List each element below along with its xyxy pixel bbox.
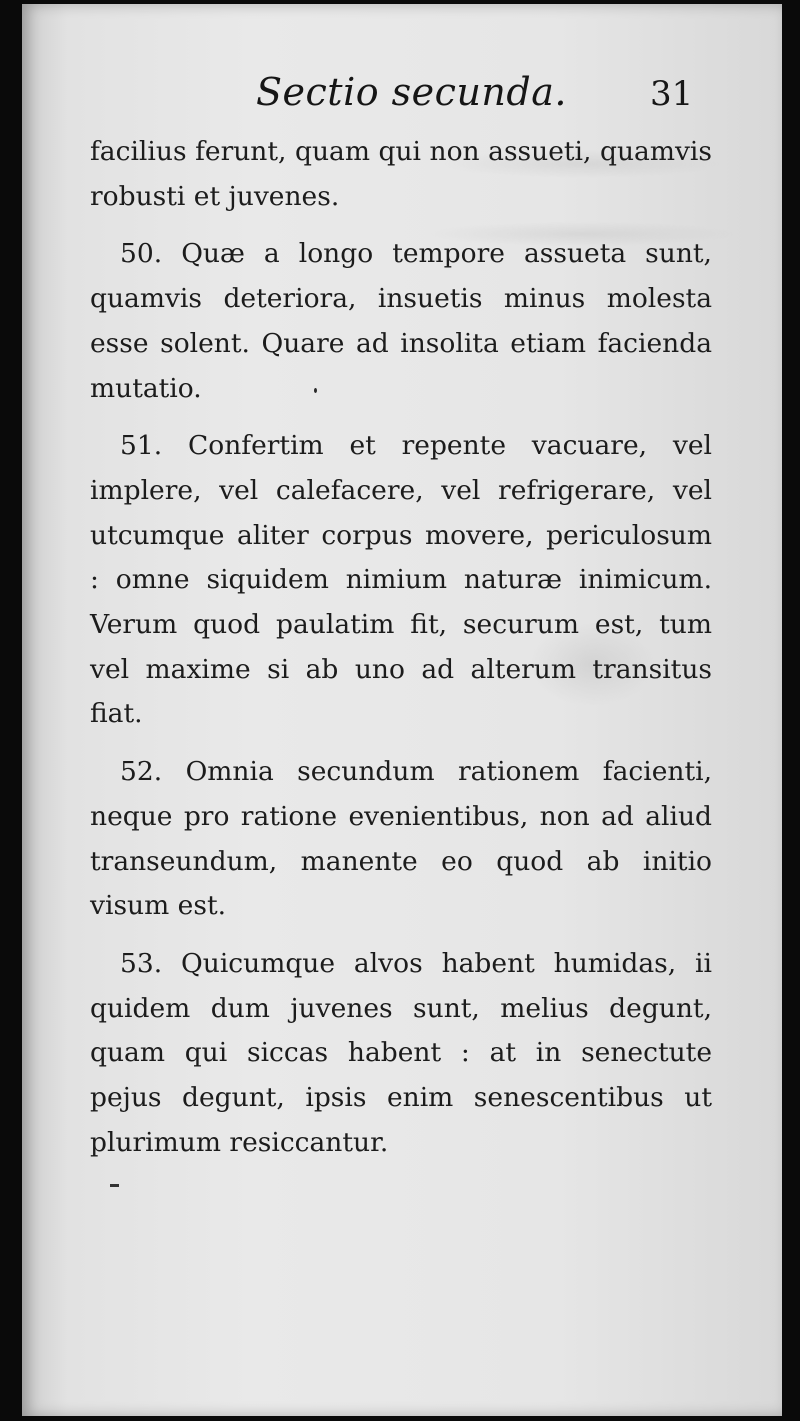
paragraph-text: Quicumque alvos habent humidas, ii quidem dum juvenes sunt, melius degunt, quam qui siccas habent : at in senectute pejus degunt, ipsis enim senescentibus ut plurimum resiccantur. <box>90 947 712 1158</box>
paragraph-text: Confertim et repente vacuare, vel implere, vel calefacere, vel refrigerare, vel utcumque aliter corpus movere, periculosum : omne siquidem nimium naturæ inimicum. Verum quod paulatim fit, securum est, tum vel maxime si ab uno ad alterum transitus fiat. <box>90 430 712 730</box>
running-head: Sectio secunda. <box>256 70 567 114</box>
aphorism-number: 53. <box>120 947 163 979</box>
page-number: 31 <box>650 74 694 114</box>
page-header <box>22 70 782 130</box>
paragraph-text: facilius ferunt, quam qui non assueti, quamvis robusti et juvenes. <box>90 136 712 212</box>
ink-speck <box>314 388 317 393</box>
book-page <box>22 4 782 1416</box>
ink-mark <box>110 1184 119 1187</box>
aphorism-50 <box>90 232 712 411</box>
aphorism-number: 52. <box>120 756 163 788</box>
aphorism-52 <box>90 750 712 929</box>
paragraph-text: Omnia secundum rationem facienti, neque pro ratione evenientibus, non ad aliud transeundum, manente eo quod ab initio visum est. <box>90 756 712 922</box>
aphorism-number: 50. <box>120 238 163 270</box>
paragraph-text: Quæ a longo tempore assueta sunt, quamvis deteriora, insuetis minus molesta esse solent. Quare ad insolita etiam facienda mutatio. <box>90 238 712 404</box>
aphorism-number: 51. <box>120 430 163 462</box>
aphorism-53 <box>90 942 712 1166</box>
paragraph-continuation <box>90 130 712 219</box>
body-text <box>90 130 712 1178</box>
aphorism-51 <box>90 424 712 737</box>
